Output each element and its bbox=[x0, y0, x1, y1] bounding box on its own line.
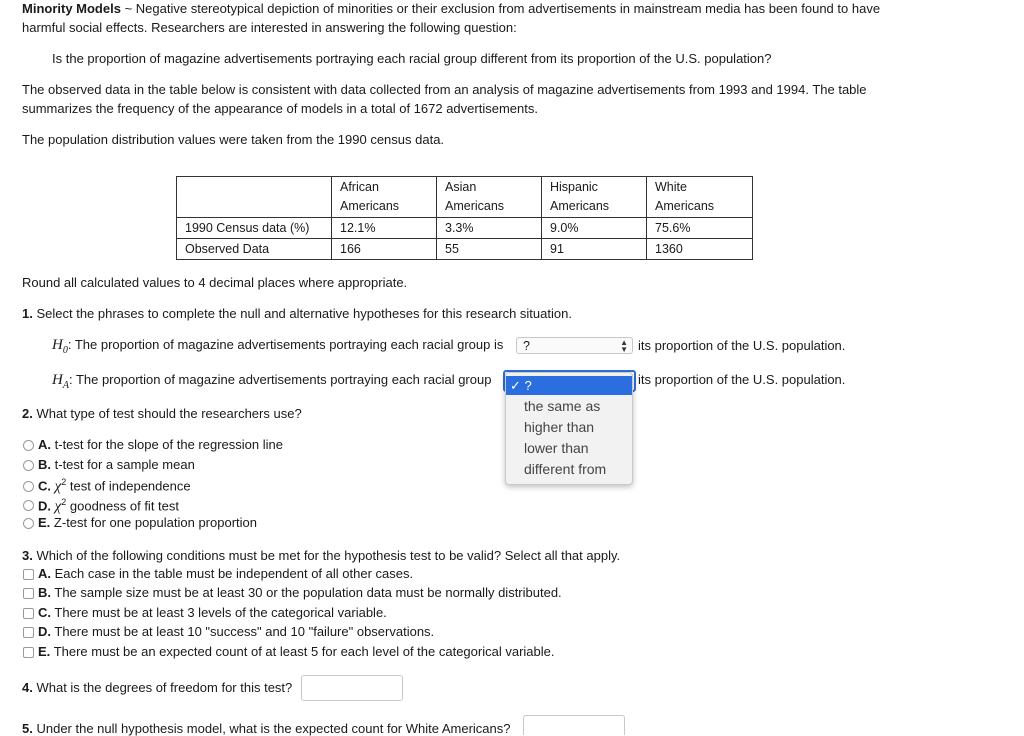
question-number: 1. bbox=[22, 306, 33, 321]
table-cell: Observed Data bbox=[177, 239, 332, 260]
population-note: The population distribution values were taken from the 1990 census data. bbox=[22, 132, 445, 147]
problem-title: Minority Models bbox=[22, 1, 121, 16]
table-row bbox=[177, 218, 753, 239]
dropdown-option-higher[interactable]: higher than bbox=[524, 419, 595, 435]
ha-text: : The proportion of magazine advertisements portraying each racial group bbox=[68, 372, 492, 387]
data-description-2: summarizes the frequency of the appearance of models in a total of 1672 advertisements. bbox=[22, 101, 538, 116]
table-header-cell bbox=[177, 177, 332, 218]
option-b-label: B. t-test for a sample mean bbox=[38, 457, 195, 472]
question-number: 2. bbox=[22, 406, 33, 421]
h0-suffix: its proportion of the U.S. population. bbox=[638, 338, 846, 353]
dropdown-option-selected[interactable]: ✓ ? bbox=[506, 376, 632, 395]
expected-count-input[interactable] bbox=[523, 715, 625, 735]
table-cell: 91 bbox=[542, 239, 647, 260]
table-cell: 9.0% bbox=[542, 218, 647, 239]
table-header-cell: White Americans bbox=[647, 177, 753, 218]
radio-option-d[interactable] bbox=[23, 500, 34, 511]
title-separator: ~ bbox=[120, 1, 136, 16]
checkbox-option-a[interactable] bbox=[23, 569, 34, 580]
question-4 bbox=[22, 680, 292, 695]
ha-suffix: its proportion of the U.S. population. bbox=[638, 372, 846, 387]
question-number: 5. bbox=[22, 721, 33, 736]
radio-option-c[interactable] bbox=[23, 481, 34, 492]
question-3 bbox=[22, 548, 620, 563]
question-text: What type of test should the researchers use? bbox=[36, 406, 302, 421]
ha-dropdown-menu bbox=[505, 372, 633, 485]
h0-text: : The proportion of magazine advertisements portraying each racial group is bbox=[67, 337, 504, 352]
table-cell: 1990 Census data (%) bbox=[177, 218, 332, 239]
intro-line-1 bbox=[22, 1, 880, 16]
data-description-1: The observed data in the table below is consistent with data collected from an analysis of magazine advertisements from 1993 and 1994. The table bbox=[22, 82, 867, 97]
intro-line-2: harmful social effects. Researchers are interested in answering the following question: bbox=[22, 20, 517, 35]
condition-d-label: D. There must be at least 10 "success" and 10 "failure" observations. bbox=[38, 624, 435, 639]
dropdown-option-lower[interactable]: lower than bbox=[524, 440, 589, 456]
question-2 bbox=[22, 406, 302, 421]
table-cell: 166 bbox=[332, 239, 437, 260]
table-cell: 1360 bbox=[647, 239, 753, 260]
option-a-label: A. t-test for the slope of the regression line bbox=[38, 437, 283, 452]
alternative-hypothesis bbox=[52, 372, 491, 391]
question-text: Which of the following conditions must be met for the hypothesis test to be valid? Select all that apply. bbox=[36, 548, 621, 563]
condition-a-label: A. Each case in the table must be independent of all other cases. bbox=[38, 566, 414, 581]
table-cell: 3.3% bbox=[437, 218, 542, 239]
null-hypothesis bbox=[52, 337, 503, 356]
table-cell: 75.6% bbox=[647, 218, 753, 239]
degrees-of-freedom-input[interactable] bbox=[301, 675, 403, 701]
question-number: 4. bbox=[22, 680, 33, 695]
table-header-row bbox=[177, 177, 753, 218]
option-d-label: D. $\chi^2$ goodness of fit test bbox=[38, 497, 179, 515]
checkbox-option-c[interactable] bbox=[23, 608, 34, 619]
question-1 bbox=[22, 306, 572, 321]
dropdown-option-same[interactable]: the same as bbox=[524, 398, 601, 414]
condition-b-label: B. The sample size must be at least 30 or the population data must be normally distributed. bbox=[38, 585, 562, 600]
table-header-cell: Hispanic Americans bbox=[542, 177, 647, 218]
research-question: Is the proportion of magazine advertisements portraying each racial group different from its proportion of the U.S. population? bbox=[52, 51, 772, 66]
h0-select[interactable] bbox=[516, 337, 633, 354]
question-text: Under the null hypothesis model, what is the expected count for White Americans? bbox=[36, 721, 511, 736]
condition-e-label: E. There must be an expected count of at least 5 for each level of the categorical variable. bbox=[38, 644, 555, 659]
question-number: 3. bbox=[22, 548, 33, 563]
table-cell: 12.1% bbox=[332, 218, 437, 239]
table-header-cell: African Americans bbox=[332, 177, 437, 218]
ha-symbol: $H_A$ bbox=[52, 372, 69, 391]
table-header-cell: Asian Americans bbox=[437, 177, 542, 218]
option-c-label: C. $\chi^2$ test of independence bbox=[38, 477, 191, 495]
h0-symbol: $H_0$ bbox=[52, 337, 68, 356]
question-text: Select the phrases to complete the null and alternative hypotheses for this research situation. bbox=[36, 306, 572, 321]
checkbox-option-e[interactable] bbox=[23, 647, 34, 658]
dropdown-option-different[interactable]: different from bbox=[524, 461, 607, 477]
checkbox-option-b[interactable] bbox=[23, 588, 34, 599]
question-5 bbox=[22, 721, 511, 736]
h0-select-value: ? bbox=[523, 339, 530, 353]
radio-option-a[interactable] bbox=[23, 440, 34, 451]
data-table bbox=[176, 176, 753, 260]
checkbox-option-d[interactable] bbox=[23, 627, 34, 638]
option-e-label: E. Z-test for one population proportion bbox=[38, 515, 257, 530]
condition-c-label: C. There must be at least 3 levels of the categorical variable. bbox=[38, 605, 387, 620]
radio-option-b[interactable] bbox=[23, 460, 34, 471]
table-row bbox=[177, 239, 753, 260]
question-text: What is the degrees of freedom for this test? bbox=[36, 680, 293, 695]
intro-text-1: Negative stereotypical depiction of minorities or their exclusion from advertisements in mainstream media has been found to have bbox=[135, 1, 881, 16]
radio-option-e[interactable] bbox=[23, 518, 34, 529]
table-cell: 55 bbox=[437, 239, 542, 260]
updown-arrows-icon: ▲ ▼ bbox=[620, 338, 628, 354]
round-note: Round all calculated values to 4 decimal places where appropriate. bbox=[22, 275, 408, 290]
